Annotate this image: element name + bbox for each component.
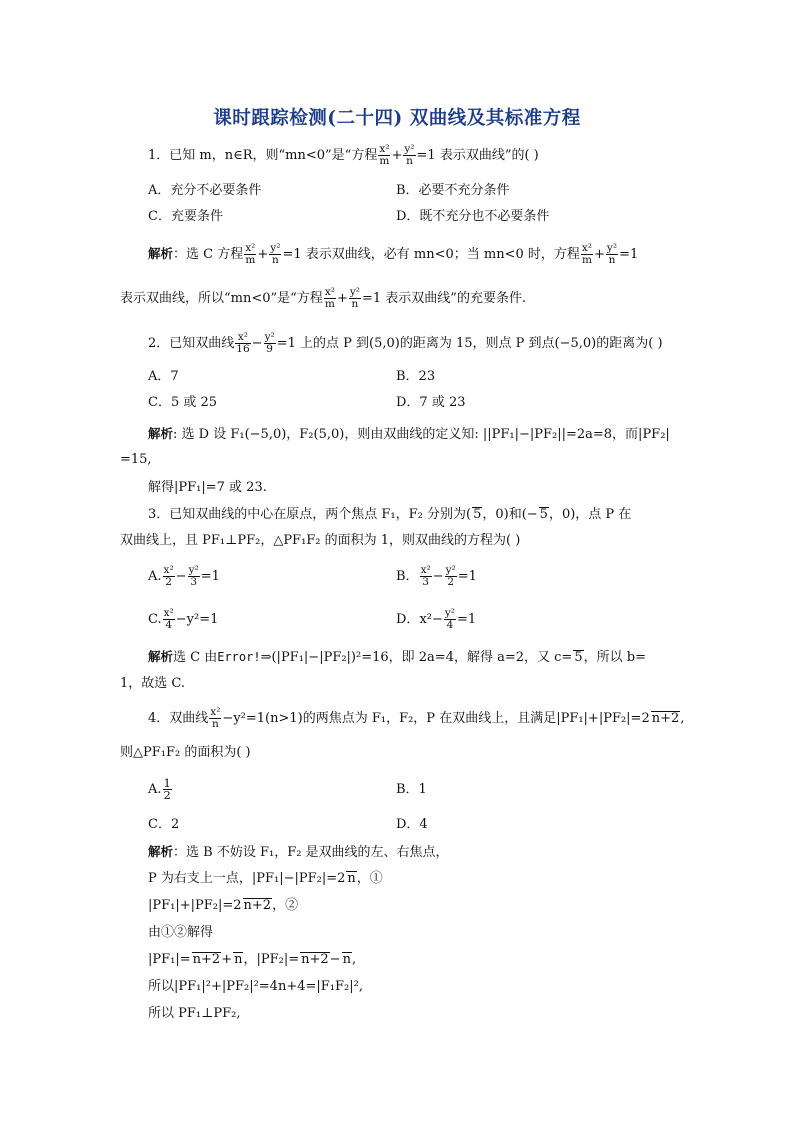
fraction: $\frac{\text{y²}}{2}$ [445, 564, 456, 588]
sqrt: n+2 [651, 711, 680, 726]
sqrt: n [234, 952, 243, 967]
fraction: $\frac{\text{y²}}{9}$ [264, 331, 275, 355]
q1-option-a: A．充分不必要条件 [148, 183, 262, 198]
fraction: $\frac{\text{y²}}{4}$ [444, 607, 456, 631]
fraction: $\frac{\text{x²}}{n}$ [210, 706, 221, 730]
page-title: 课时跟踪检测(二十四) 双曲线及其标准方程 [213, 108, 581, 129]
q4-solution-line1: 解析：选 B 不妨设 F₁，F₂ 是双曲线的左、右焦点， [148, 844, 449, 860]
q3-stem-line1: 3．已知双曲线的中心在原点，两个焦点 F₁，F₂ 分别为( 5，0)和(− 5，0)，点 P 在 [148, 507, 632, 522]
q4-solution-line6: 所以|PF₁|²+|PF₂|²=4n+4=|F₁F₂|², [148, 979, 363, 994]
fraction: $\frac{\text{y²}}{3}$ [188, 564, 199, 588]
q3-solution-line1: 解析选 C 由Error!⇒(|PF₁|−|PF₂|)²=16，即 2a=4，解得 a=2，又 c= 5，所以 b= [148, 649, 646, 665]
q3-option-d: D．x²− $\frac{\text{y²}}{4}$ =1 [396, 607, 477, 631]
sqrt: n+2 [243, 898, 272, 913]
q4-stem-line2: 则△PF₁F₂ 的面积为( ) [120, 745, 251, 760]
q3-option-b: B． $\frac{\text{x²}}{3}$ − $\frac{\text{y²}}{2}$ =1 [396, 564, 477, 588]
q3-option-c: C. $\frac{\text{x²}}{4}$ −y²=1 [148, 607, 219, 631]
sqrt: n [342, 952, 351, 967]
fraction: $\frac{\text{x²}}{2}$ [163, 564, 174, 588]
fraction: $\frac{\text{y²}}{n}$ [349, 286, 361, 310]
q3-stem-line2: 双曲线上，且 PF₁⊥PF₂，△PF₁F₂ 的面积为 1，则双曲线的方程为( ) [120, 533, 521, 548]
q3-solution-line2: 1，故选 C. [120, 676, 186, 691]
q1-option-c: C．充要条件 [148, 209, 223, 224]
fraction: $\frac{\text{x²}}{m}$ [379, 143, 390, 167]
fraction: $\frac{\text{x²}}{m}$ [245, 242, 256, 266]
q4-solution-line3: |PF₁|+|PF₂|=2 n+2，② [148, 898, 299, 913]
fraction: $\frac{\text{y²}}{n}$ [404, 143, 415, 167]
sqrt: n+2 [192, 952, 221, 967]
q4-solution-line5: |PF₁|= n+2+ n，|PF₂|= n+2− n, [148, 952, 357, 967]
sqrt: 5 [574, 650, 583, 665]
q4-solution-line7: 所以 PF₁⊥PF₂, [148, 1006, 241, 1021]
q2-option-b: B．23 [396, 369, 436, 384]
q4-option-b: B．1 [396, 782, 427, 797]
sqrt: 5 [539, 507, 548, 522]
q1-option-d: D．既不充分也不必要条件 [396, 209, 550, 224]
q2-stem: 2．已知双曲线 $\frac{\text{x²}}{16}$ − $\frac{\text{y²}}{9}$ =1 上的点 P 到(5,0)的距离为 15，则点 P 到点(−5,0)的距离为( ) [148, 331, 663, 355]
fraction: $\frac{\text{x²}}{3}$ [420, 564, 431, 588]
q4-option-a: A. $\frac{1}{2}$ [148, 776, 171, 802]
q4-solution-line2: P 为右支上一点，|PF₁|−|PF₂|=2 n，① [148, 871, 383, 886]
q2-option-c: C．5 或 25 [148, 395, 218, 410]
q2-option-a: A．7 [148, 369, 179, 384]
q2-solution-line1: 解析: 选 D 设 F₁(−5,0)，F₂(5,0)，则由双曲线的定义知: ||PF₁|−|PF₂||=2a=8，而|PF₂| [148, 426, 670, 442]
q2-option-d: D．7 或 23 [396, 395, 466, 410]
q3-option-a: A. $\frac{\text{x²}}{2}$ − $\frac{\text{y²}}{3}$ =1 [148, 564, 220, 588]
q1-solution-line1: 解析：选 C 方程 $\frac{\text{x²}}{m}$ + $\frac{\text{y²}}{n}$ =1 表示双曲线，必有 mn<0；当 mn<0 时，方程 $\frac{\text{x²}}{m}$ + $\frac{\text{y²}}{n}$ =1 [148, 242, 639, 266]
fraction: $\frac{1}{2}$ [163, 776, 171, 802]
q2-solution-line2: =15, [120, 452, 152, 467]
fraction: $\frac{\text{x²}}{m}$ [324, 286, 335, 310]
q4-option-c: C．2 [148, 817, 180, 832]
fraction: $\frac{\text{x²}}{m}$ [581, 242, 592, 266]
fraction: $\frac{\text{x²}}{16}$ [236, 331, 250, 355]
q4-solution-line4: 由①②解得 [148, 925, 214, 940]
fraction: $\frac{\text{x²}}{4}$ [163, 607, 174, 631]
q1-solution-line2: 表示双曲线，所以“mn<0”是“方程 $\frac{\text{x²}}{m}$ + $\frac{\text{y²}}{n}$ =1 表示双曲线”的充要条件. [120, 286, 527, 310]
fraction: $\frac{\text{y²}}{n}$ [270, 242, 281, 266]
q1-option-b: B．必要不充分条件 [396, 183, 510, 198]
sqrt: 5 [473, 507, 482, 522]
q4-stem-line1: 4．双曲线 $\frac{\text{x²}}{n}$ −y²=1(n>1)的两焦点为 F₁，F₂，P 在双曲线上，且满足|PF₁|+|PF₂|=2 n+2, [148, 706, 685, 730]
sqrt: n [347, 871, 356, 886]
q2-solution-line3: 解得|PF₁|=7 或 23. [148, 480, 267, 495]
sqrt: n+2 [301, 952, 329, 967]
q4-option-d: D．4 [396, 817, 428, 832]
q1-stem: 1．已知 m，n∈R，则“mn<0”是“方程 $\frac{\text{x²}}{m}$ + $\frac{\text{y²}}{n}$ =1 表示双曲线”的( ) [148, 143, 539, 167]
fraction: $\frac{\text{y²}}{n}$ [606, 242, 618, 266]
